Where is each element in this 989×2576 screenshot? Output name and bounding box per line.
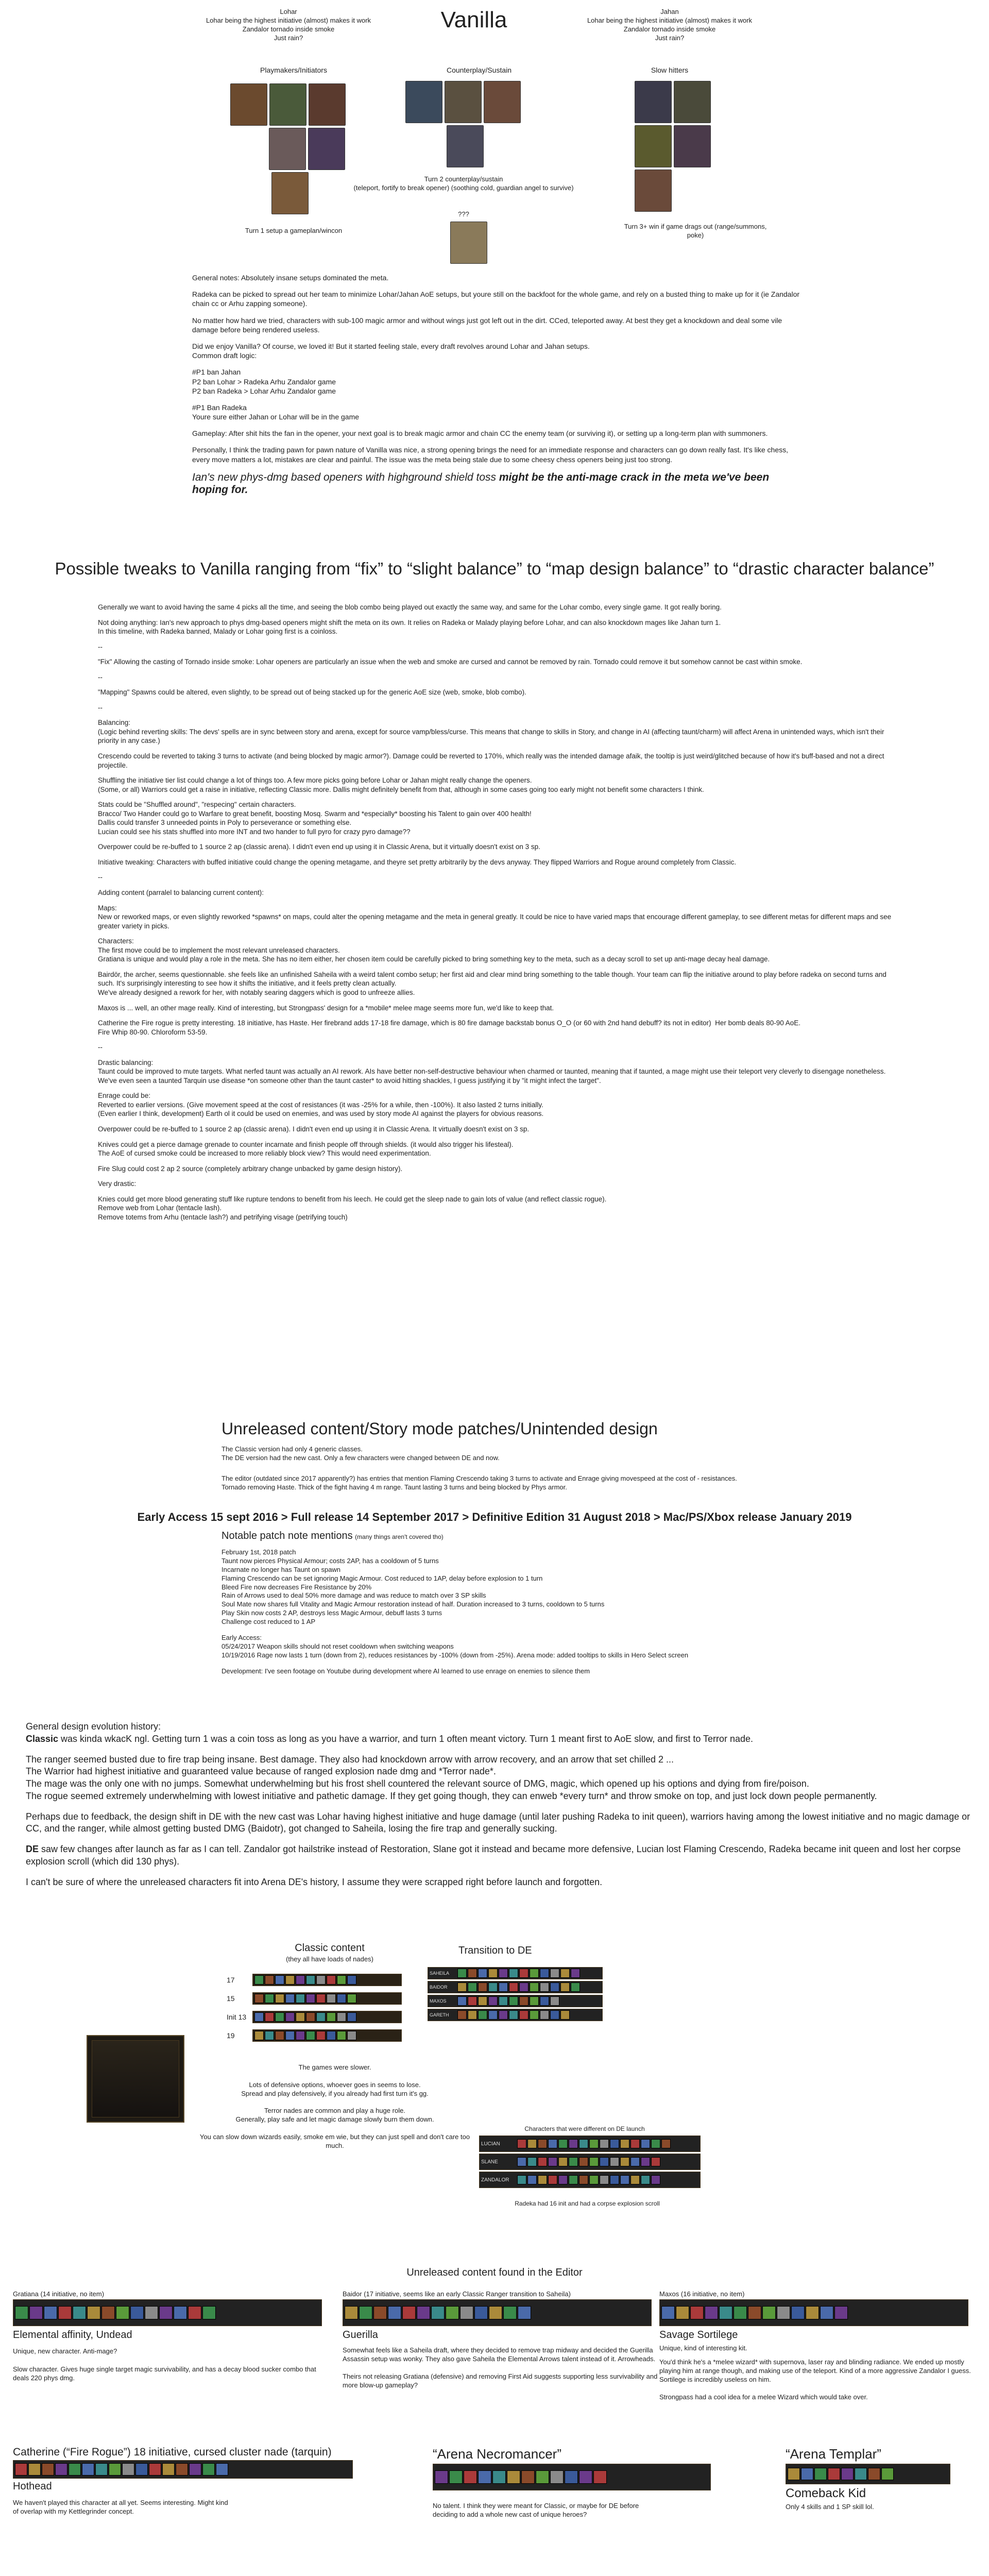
portrait (445, 81, 482, 123)
tweak-paragraph: Stats could be "Shuffled around", "respecing" certain characters. Bracco/ Two Hander could go to Warfare to great benefit, boosting Mosq. Swarm and *especially* boosting his Talent to gain over 400 health! Dallis could transfer 3 unneeded points in Poly to perseverance or something else. Lucian could see his stats shuffled into more INT and two hander to full pyro for crazy pyro damage?? (98, 801, 532, 836)
catherine-block: Catherine (“Fire Rogue”) 18 initiative, cursed cluster nade (tarquin) Hothead We haven't played this character at all yet. Seems interesting. Might kind of overlap with my Kettlegrinder concept. (13, 2446, 384, 2516)
character-bar: ZANDALOR (479, 2172, 701, 2188)
patch-notes (221, 1530, 788, 1676)
portrait (309, 83, 346, 126)
character-bar: SLANE (479, 2154, 701, 2170)
portrait (447, 125, 484, 167)
evolution-paragraph: I can't be sure of where the unreleased characters fit into Arena DE's history, I assume they were scrapped right before launch and forgotten. (26, 1876, 603, 1887)
portrait (674, 81, 711, 123)
counterplay-heading: Counterplay/Sustain (446, 66, 512, 74)
vanilla-notes (192, 273, 800, 496)
character-bar: LUCIAN (479, 2136, 701, 2152)
tweak-paragraph: -- (98, 1043, 103, 1052)
note: #P1 Ban Radeka Youre sure either Jahan or Lohar will be in the game (192, 403, 360, 421)
gratiana-block: Gratiana (14 initiative, no item) Elemental affinity, Undead Unique, new character. Anti-mage? Slow character. Gives huge single target magic survivability, and has a decay blood sucker combo that deals 220 phys dmg. (13, 2290, 332, 2383)
skill-bar (252, 1974, 402, 1986)
tweak-paragraph: Overpower could be re-buffed to 1 source 2 ap (classic arena). I didn't even end up using it in Classic Arena, but it virtually doesn't exist on 3 sp. (98, 843, 540, 851)
tweak-paragraph: Generally we want to avoid having the same 4 picks all the time, and seeing the blob combo being played out exactly the same way, and same for the Lohar combo, every single game. It got really boring. (98, 603, 722, 611)
highlight-note: Ian's new phys-dmg based openers with highground shield toss might be the anti-mage crack in the meta we've been hoping for. (192, 471, 770, 496)
tweak-paragraph: "Mapping" Spawns could be altered, even slightly, to be spread out of being stacked up for the generic AoE size (web, smoke, blob combo). (98, 688, 526, 697)
skill-bar (13, 2299, 322, 2326)
character-bar: BAIDOR (428, 1981, 603, 1993)
tweak-paragraph: Drastic balancing: Taunt could be improved to mute targets. What nerfed taunt was actually an AI rework. AIs have better non-self-destructive behaviour when charmed or taunted, meaning that if taunted, a mage might use their teleport very cleverly to disengage nonetheless. We've even seen a taunted Tarquin use disease *on someone other than the taunt caster* to avoid hitting shackles, I guess justifying it by "it might infect the target". (98, 1058, 886, 1084)
tweak-paragraph: Characters: The first move could be to implement the most relevant unreleased characters. Gratiana is unique and would play a role in the meta. She has no item either, her chosen item could be carefully picked to bring something key to the meta, such as a decay scroll to set up anti-mage decay heal damage. (98, 937, 770, 963)
classic-rows: 17 15 Init 13 19 (227, 1971, 433, 2045)
tweak-paragraph: Overpower could be re-buffed to 1 source 2 ap (classic arena). I didn't even end up using it in Classic Arena. It virtually doesn't exist on 3 sp. (98, 1125, 530, 1133)
portrait (308, 128, 345, 170)
classic-title: Classic content (295, 1942, 365, 1954)
radeka-note: Radeka had 16 init and had a corpse explosion scroll (515, 2200, 660, 2207)
tweak-paragraph: Maxos is ... well, an other mage really. Kind of interesting, but Strongpass' design for a *mobile* melee mage seems more fun, we'd like to keep that. (98, 1004, 554, 1012)
character-bar: MAXOS (428, 1995, 603, 2007)
skill-bar (433, 2464, 711, 2490)
portrait (230, 83, 267, 126)
note: Radeka can be picked to spread out her team to minimize Lohar/Jahan AoE setups, but youre still on the backfoot for the whole game, and rely on a busted thing to make up for it (ie Zandalor chain cc or Arhu zapping someone). (192, 290, 802, 308)
tweak-paragraph: Fire Slug could cost 2 ap 2 source (completely arbitrary change unbacked by game design history). (98, 1164, 403, 1173)
tweaks-title: Possible tweaks to Vanilla ranging from “fix” to “slight balance” to “map design balance” to “drastic character balance” (55, 559, 934, 578)
release-timeline: Early Access 15 sept 2016 > Full release 14 September 2017 > Definitive Edition 31 August 2018 > Mac/PS/Xbox release January 2019 (137, 1511, 852, 1523)
evolution-paragraph: The ranger seemed busted due to fire trap being insane. Best damage. They also had knockdown arrow with arrow recovery, and an arrow that set chilled 2 ... The Warrior had highest initiative and guaranteed value because of ranged explosion nade dmg and *Terror nade*. The mage was the only one with no jumps. Somewhat underwhelming but his frost shell countered the relevant source of DMG, magic, which opened up his options and dying from fire/poison. The rogue seemed extremely underwhelming with lowest initiative and pathetic damage. If they get going though, they can enweb *every turn* and throw smoke on top, and just lock down people permanently. (26, 1754, 877, 1801)
evolution-heading: General design evolution history: (26, 1721, 161, 1732)
character-sheet-screenshot (87, 2035, 184, 2123)
note: No matter how hard we tried, characters with sub-100 magic armor and without wings just got left out in the dirt. CCed, teleported away. At best they get a knockdown and deal some vile damage before being rendered useless. (192, 316, 785, 334)
maxos-block: Maxos (16 initiative, no item) Savage Sortilege Unique, kind of interesting kit. You'd think he's a *melee wizard* with supernova, laser ray and blinding radiance. We ended up mostly playing him at range though, and making use of the teleport. Kind of a more aggressive Zandalor I guess. Sortilege is incredibly useless on him. Strongpass had a cool idea for a melee Wizard which would take over. (659, 2290, 971, 2401)
de-diff-label: Characters that were different on DE launch (524, 2125, 645, 2132)
tweak-paragraph: Enrage could be: Reverted to earlier versions. (Give movement speed at the cost of resistances (it was -25% for a while, then -100%). It also lasted 2 turns initially. (Even earlier I think, development) Earth ol it could be used on enemies, and was used by story mode AI against the players for obvious reasons. (98, 1092, 544, 1118)
baidor-block: Baidor (17 initiative, seems like an early Classic Ranger transition to Saheila) Guerilla Somewhat feels like a Saheila draft, where they decided to remove trap midway and decided the Guerilla Assassin setup was wonky. They also gave Saheila the Elemental Arrows talent instead of it. Arrowheads. Theirs not releasing Gratiana (defensive) and removing First Aid suggests supporting less survivability and more blow-up gameplay? (343, 2290, 658, 2389)
portrait (635, 81, 672, 123)
editor-title: Unreleased content found in the Editor (406, 2267, 583, 2278)
unreleased-intro: The Classic version had only 4 generic classes. The DE version had the new cast. Only a few characters were changed between DE and now. (221, 1445, 500, 1462)
skill-bar (252, 1992, 402, 2005)
tweak-paragraph: -- (98, 703, 103, 711)
portrait (635, 125, 672, 167)
portrait (484, 81, 521, 123)
note: Personally, I think the trading pawn for pawn nature of Vanilla was nice, a strong opening brings the need for an immediate response and characters can go down really fast. It's like chess, every move matters a lot, mistakes are clear and painful. The issue was the meta being stale due to some cheesy chess openers being just too strong. (192, 446, 790, 464)
turn1-label: Turn 1 setup a gameplan/wincon (245, 227, 343, 234)
portrait (405, 81, 442, 123)
patch-subtitle: (many things aren't covered tho) (355, 1533, 444, 1540)
note: General notes: Absolutely insane setups dominated the meta. (192, 274, 389, 282)
skill-bar (343, 2299, 652, 2326)
portrait (674, 125, 711, 167)
tweak-paragraph: Crescendo could be reverted to taking 3 turns to activate (and being blocked by magic armor?). Damage could be reverted to 170%, which really was the intended damage afaik, the tooltip is just weird/glitched because of how it's buff-based and not a direct projectile. (98, 752, 886, 769)
slow-hitter-portraits (634, 80, 721, 213)
evolution-paragraph: Perhaps due to feedback, the design shift in DE with the new cast was Lohar having highest initiative and huge damage (until later pushing Radeka to init queen), warriors having among the lowest initiative and no magic damage or CC, and the ranger, while almost getting busted DMG (Baidotr), got changed to Saheila, losing the fire trap and generally sucking. (26, 1811, 973, 1834)
tweak-paragraph: Not doing anything: Ian's new approach to phys dmg-based openers might shift the meta on its own. It relies on Radeka or Malady playing before Lohar, and can also knockdown mages like Jahan turn 1. In this timeline, with Radeka banned, Malady or Lohar going first is a coinloss. (98, 618, 721, 636)
transition-rows (428, 1965, 603, 2023)
tweak-paragraph: Balancing: (Logic behind reverting skills: The devs' spells are in sync between story and arena, except for source vamp/bless/curse. This means that change to skills in Story, and change in AI (affecting taunt/charm) will affect Arena in unintended ways, which isn't their priority in any case.) (98, 719, 884, 745)
tweak-paragraph: Bairdör, the archer, seems questionnable. she feels like an unfinished Saheila with a weird talent combo setup; her first aid and clear mind bring something to the table though. Your team can flip the initiative around to play before radeka on second turns and such. It's surprisingly interesting to see how it shifts the initiative, and it feels pretty clean actually. We've already designed a rework for her, with notably searing daggers which is good to unfreeze allies. (98, 970, 886, 996)
skill-bar (13, 2460, 353, 2479)
unreleased-title: Unreleased content/Story mode patches/Unintended design (221, 1419, 658, 1438)
character-bar: SAHEILA (428, 1967, 603, 1979)
turn2-label: Turn 2 counterplay/sustain (teleport, fortify to break opener) (soothing cold, guardian angel to survive) (353, 175, 574, 192)
tweak-paragraph: -- (98, 873, 103, 882)
de-diff-rows (479, 2134, 701, 2190)
tweak-paragraph: Knies could get more blood generating stuff like rupture tendons to benefit from his leech. He could get the sleep nade to gain lots of value (and reflect classic rogue). Remove web from Lohar (tentacle lash). Remove totems from Arhu (tentacle lash?) and petrifying visage (petrifying touch) (98, 1195, 607, 1221)
tweak-paragraph: Adding content (parralel to balancing current content): (98, 889, 264, 897)
tweak-paragraph: Knives could get a pierce damage grenade to counter incarnate and finish people off through shields. (it would also trigger his lifesteal). The AoE of cursed smoke could be increased to more reliably block view? This would need experimentation. (98, 1140, 514, 1158)
skill-bar (252, 2029, 402, 2042)
page-title: Vanilla (440, 7, 507, 32)
patch-body: February 1st, 2018 patch Taunt now pierces Physical Armour; costs 2AP, has a cooldown of 5 turns Incarnate no longer has Taunt on spawn Flaming Crescendo can be set ignoring Magic Armour. Cost reduced to 1AP, delay before explosion to 1 turn Bleed Fire now decreases Fire Resistance by 20% Rain of Arrows used to deal 50% more damage and was reduce to match over 3 SP skills Soul Mate now shares full Vitality and Magic Armour restoration instead of half. Duration increased to 3 turns, cooldown to 5 turns Play Skin now costs 2 AP, destroys less Magic Armour, debuff lasts 3 turns Challenge cost reduced to 1 AP (221, 1548, 605, 1626)
turn3-label: Turn 3+ win if game drags out (range/summons, poke) (624, 223, 767, 239)
tweak-paragraph: -- (98, 642, 103, 651)
tweak-paragraph: Very drastic: (98, 1180, 137, 1188)
classic-notes: The games were slower. Lots of defensive options, whoever goes in seems to lose. Spread and play defensively, if you already had first turn it's gg. Terror nades are common and play a huge role. Generally, play safe and let magic damage slowly burn them down. You can slow down wizards easily, smoke em wie, but they can just spell and don't care too much. (199, 2063, 470, 2150)
lohar-heading: Lohar Lohar being the highest initiative (almost) makes it work Zandalor tornado inside smoke Just rain? (206, 8, 371, 42)
jahan-heading: Jahan Lohar being the highest initiative (almost) makes it work Zandalor tornado inside smoke Just rain? (587, 8, 753, 42)
skill-bar (659, 2299, 968, 2326)
necromancer-block: “Arena Necromancer” No talent. I think they were meant for Classic, or maybe for DE before deciding to add a whole new cast of unique heroes? (433, 2446, 721, 2519)
portrait (635, 170, 672, 212)
tweak-paragraph: Catherine the Fire rogue is pretty interesting. 18 initiative, has Haste. Her firebrand adds 17-18 fire damage, which is 80 fire damage backstab bonus O_O (or 60 with 2nd hand debuff? its not in editor) Her bomb deals 80-90 AoE. Fire Whip 80-90. Chloroform 53-59. (98, 1019, 801, 1036)
character-bar: GARETH (428, 2009, 603, 2021)
unknown-label: ??? (458, 210, 469, 218)
portrait (269, 128, 306, 170)
patch-title: Notable patch note mentions (221, 1530, 353, 1541)
skill-bar (786, 2464, 950, 2484)
tweak-paragraph: "Fix" Allowing the casting of Tornado inside smoke: Lohar openers are particularly an issue when the web and smoke are cursed and cannot be removed by rain. Tornado could remove it but somehow cannot be cast within smoke. (98, 658, 803, 666)
classic-subtitle: (they all have loads of nades) (286, 1955, 373, 1963)
tweak-paragraph: Maps: New or reworked maps, or even slightly reworked *spawns* on maps, could alter the opening metagame and the meta in general greatly. It could be nice to have varied maps that encourage different gameplay, to see different metas for different maps and see greater variety in picks. (98, 904, 892, 930)
counterplay-portraits (404, 80, 538, 168)
note: Gameplay: After shit hits the fan in the opener, your next goal is to break magic armor and chain CC the enemy team (or surviving it), or setting up a long-term plan with summoners. (192, 429, 768, 438)
templar-block: “Arena Templar” Comeback Kid Only 4 skills and 1 SP skill lol. (786, 2446, 981, 2511)
transition-title: Transition to DE (458, 1945, 532, 1956)
tweak-paragraph: Shuffling the initiative tier list could change a lot of things too. A few more picks going before Lohar or Jahan might really change the openers. (Some, or all) Warriors could get a raise in initiative, reflecting Classic more. Dallis might definitely benefit from that, although in some cases going too early might not benefit some characters I think. (98, 776, 704, 793)
development-note: Development: I've seen footage on Youtube during development where AI learned to use enrage on enemies to silence them (221, 1667, 590, 1675)
playmaker-portraits (229, 82, 353, 215)
portrait (271, 172, 309, 214)
portrait (269, 83, 306, 126)
tweaks-body (98, 603, 901, 1228)
unknown-portrait (449, 221, 488, 265)
playmakers-heading: Playmakers/Initiators (260, 66, 327, 74)
unreleased-intro-2: The editor (outdated since 2017 apparently?) has entries that mention Flaming Crescendo taking 3 turns to activate and Enrage giving movespeed at the cost of - resistances. Tornado removing Haste. Thick of the fight having 4 m range. Taunt lasting 3 turns and being blocked by Phys armor. (221, 1475, 737, 1491)
early-access-notes: Early Access: 05/24/2017 Weapon skills should not reset cooldown when switching weapons 10/19/2016 Rage now lasts 1 turn (down from 2), reduces resistances by -100% (down from -25%). Arena mode: added tooltips to skills in Hero Select screen (221, 1634, 689, 1659)
evolution-history: General design evolution history: Classic was kinda wkacK ngl. Getting turn 1 was a coin toss as long as you have a warrior, and turn 1 often meant victory. Turn 1 meant first to AoE slow, and first to Terror nade. The ranger seemed busted due to fire trap being insane. Best damage. They also had knockdown arrow with arrow recovery, and an arrow that set chilled 2 ... The Warrior had highest initiative and guaranteed value because of ranged explosion nade dmg and *Terror nade*. The mage was the only one with no jumps. Somewhat underwhelming but his frost shell countered the relevant source of DMG, magic, which opened up his options and dying from fire/poison. The rogue seemed extremely underwhelming with lowest initiative and pathetic damage. If they get going though, they can enweb *every turn* and throw smoke on top, and just lock down people permanently. Perhaps due to feedback, the design shift in DE with the new cast was Lohar having highest initiative and huge damage (until later pushing Radeka to init queen), warriors having among the lowest initiative and no magic damage or CC, and the ranger, while almost getting busted DMG (Baidotr), got changed to Saheila, losing the fire trap and generally sucking. DE saw few changes after launch as far as I can tell. Zandalor got hailstrike instead of Restoration, Slane got it instead and became more defensive, Lucian lost Flaming Crescendo, Radeka became init queen and lost her corpse explosion scroll (which did 130 phys). I can't be sure of where the unreleased characters fit into Arena DE's history, I assume they were scrapped right before launch and forgotten. (26, 1721, 984, 1888)
note: Did we enjoy Vanilla? Of course, we loved it! But it started feeling stale, every draft revolves around Lohar and Jahan setups. Common draft logic: (192, 342, 590, 360)
slow-hitters-heading: Slow hitters (651, 66, 689, 74)
tweak-paragraph: Initiative tweaking: Characters with buffed initiative could change the opening metagame, and theyre set pretty arbitrarily by the devs anyway. They flipped Warriors and Rogue around completely from Classic. (98, 858, 737, 866)
note: #P1 ban Jahan P2 ban Lohar > Radeka Arhu Zandalor game P2 ban Radeka > Lohar Arhu Zandalor game (192, 368, 336, 395)
tweak-paragraph: -- (98, 673, 103, 681)
skill-bar (252, 2011, 402, 2023)
